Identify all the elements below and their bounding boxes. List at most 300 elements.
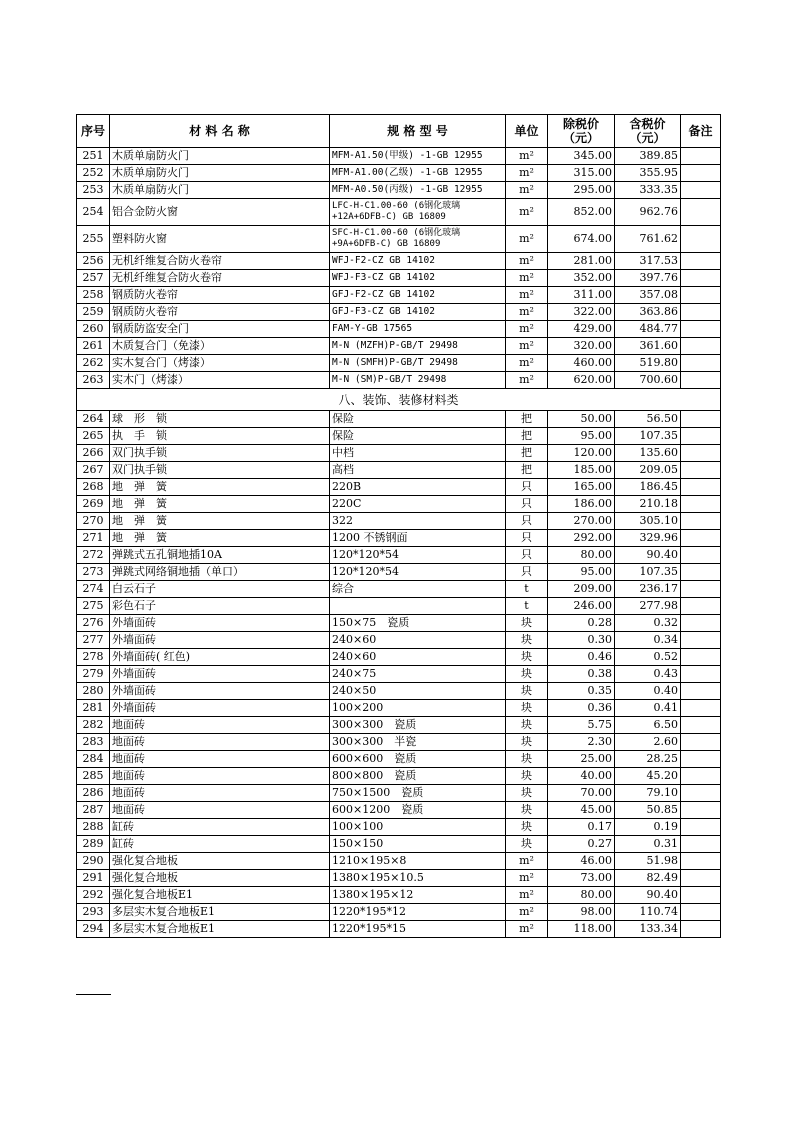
row-price-in: 277.98	[615, 598, 681, 615]
row-unit: t	[506, 581, 548, 598]
row-price-ex: 320.00	[548, 338, 615, 355]
row-price-in: 361.60	[615, 338, 681, 355]
row-price-in: 2.60	[615, 734, 681, 751]
table-row	[77, 338, 721, 355]
row-price-in: 186.45	[615, 479, 681, 496]
row-spec: SFC-H-C1.00-60 (6钢化玻璃+9A+6DFB-C) GB 16809	[330, 226, 506, 253]
row-unit: 块	[506, 836, 548, 853]
row-no: 262	[77, 355, 110, 372]
row-name: 执 手 锁	[110, 428, 330, 445]
row-price-ex: 165.00	[548, 479, 615, 496]
row-price-in: 28.25	[615, 751, 681, 768]
row-no: 271	[77, 530, 110, 547]
table-row	[77, 564, 721, 581]
header-price-ex-line2: （元）	[562, 131, 599, 145]
row-name: 外墙面砖	[110, 632, 330, 649]
row-spec: GFJ-F3-CZ GB 14102	[330, 304, 506, 321]
row-no: 277	[77, 632, 110, 649]
row-unit: m²	[506, 304, 548, 321]
row-remark	[681, 904, 721, 921]
row-price-ex: 270.00	[548, 513, 615, 530]
table-row	[77, 768, 721, 785]
row-remark	[681, 411, 721, 428]
row-no: 279	[77, 666, 110, 683]
row-unit: 块	[506, 700, 548, 717]
row-no: 274	[77, 581, 110, 598]
row-name: 外墙面砖( 红色)	[110, 649, 330, 666]
row-remark	[681, 700, 721, 717]
row-price-ex: 46.00	[548, 853, 615, 870]
row-price-ex: 40.00	[548, 768, 615, 785]
table-row	[77, 530, 721, 547]
row-price-ex: 0.17	[548, 819, 615, 836]
row-price-ex: 2.30	[548, 734, 615, 751]
price-table-sheet	[76, 114, 720, 938]
row-unit: 块	[506, 802, 548, 819]
table-body-doors	[77, 148, 721, 389]
row-spec: WFJ-F3-CZ GB 14102	[330, 270, 506, 287]
row-spec: FAM-Y-GB 17565	[330, 321, 506, 338]
row-name: 外墙面砖	[110, 615, 330, 632]
table-row	[77, 182, 721, 199]
row-spec: 1200 不锈钢面	[330, 530, 506, 547]
row-price-in: 329.96	[615, 530, 681, 547]
row-remark	[681, 530, 721, 547]
row-no: 257	[77, 270, 110, 287]
table-row	[77, 148, 721, 165]
row-name: 地面砖	[110, 734, 330, 751]
row-no: 259	[77, 304, 110, 321]
row-remark	[681, 445, 721, 462]
row-no: 269	[77, 496, 110, 513]
row-price-ex: 345.00	[548, 148, 615, 165]
row-remark	[681, 372, 721, 389]
row-remark	[681, 148, 721, 165]
row-name: 地 弹 簧	[110, 513, 330, 530]
row-spec: MFM-A1.50(甲级) -1-GB 12955	[330, 148, 506, 165]
row-name: 缸砖	[110, 819, 330, 836]
row-price-ex: 209.00	[548, 581, 615, 598]
row-remark	[681, 253, 721, 270]
row-remark	[681, 564, 721, 581]
row-unit: 把	[506, 462, 548, 479]
row-remark	[681, 717, 721, 734]
header-price-in-line1: 含税价	[629, 117, 666, 131]
row-price-ex: 95.00	[548, 564, 615, 581]
row-spec: 600×600 瓷质	[330, 751, 506, 768]
row-unit: m²	[506, 355, 548, 372]
row-price-ex: 0.36	[548, 700, 615, 717]
row-price-in: 209.05	[615, 462, 681, 479]
row-name: 木质单扇防火门	[110, 182, 330, 199]
row-spec: LFC-H-C1.00-60 (6钢化玻璃+12A+6DFB-C) GB 16809	[330, 199, 506, 226]
row-unit: 块	[506, 615, 548, 632]
row-price-ex: 80.00	[548, 547, 615, 564]
row-price-in: 82.49	[615, 870, 681, 887]
header-price-in	[615, 115, 681, 148]
table-row	[77, 253, 721, 270]
row-price-ex: 25.00	[548, 751, 615, 768]
row-spec: 1210×195×8	[330, 853, 506, 870]
row-no: 251	[77, 148, 110, 165]
row-price-ex: 246.00	[548, 598, 615, 615]
row-price-ex: 315.00	[548, 165, 615, 182]
row-spec: 高档	[330, 462, 506, 479]
table-row	[77, 887, 721, 904]
row-no: 263	[77, 372, 110, 389]
row-name: 木质复合门（免漆）	[110, 338, 330, 355]
row-remark	[681, 785, 721, 802]
row-name: 实木门（烤漆）	[110, 372, 330, 389]
row-name: 木质单扇防火门	[110, 148, 330, 165]
row-spec: M-N (MZFH)P-GB/T 29498	[330, 338, 506, 355]
header-price-ex	[548, 115, 615, 148]
row-unit: 把	[506, 411, 548, 428]
row-spec: 中档	[330, 445, 506, 462]
row-remark	[681, 802, 721, 819]
row-name: 塑料防火窗	[110, 226, 330, 253]
row-price-ex: 0.38	[548, 666, 615, 683]
row-price-ex: 50.00	[548, 411, 615, 428]
row-price-in: 0.19	[615, 819, 681, 836]
row-price-ex: 0.35	[548, 683, 615, 700]
row-price-in: 45.20	[615, 768, 681, 785]
row-no: 258	[77, 287, 110, 304]
row-name: 强化复合地板E1	[110, 887, 330, 904]
row-spec: 300×300 半瓷	[330, 734, 506, 751]
row-name: 铝合金防火窗	[110, 199, 330, 226]
row-no: 281	[77, 700, 110, 717]
row-remark	[681, 355, 721, 372]
row-name: 弹跳式五孔铜地插10A	[110, 547, 330, 564]
row-unit: m²	[506, 904, 548, 921]
row-remark	[681, 304, 721, 321]
table-row	[77, 411, 721, 428]
row-name: 球 形 锁	[110, 411, 330, 428]
row-spec: 120*120*54	[330, 547, 506, 564]
row-price-ex: 0.27	[548, 836, 615, 853]
row-spec: MFM-A0.50(丙级) -1-GB 12955	[330, 182, 506, 199]
row-name: 外墙面砖	[110, 666, 330, 683]
row-price-in: 107.35	[615, 428, 681, 445]
row-remark	[681, 768, 721, 785]
row-price-in: 135.60	[615, 445, 681, 462]
row-no: 285	[77, 768, 110, 785]
row-remark	[681, 182, 721, 199]
row-price-ex: 120.00	[548, 445, 615, 462]
row-spec: 240×60	[330, 649, 506, 666]
row-price-in: 0.32	[615, 615, 681, 632]
row-price-in: 0.41	[615, 700, 681, 717]
row-remark	[681, 683, 721, 700]
row-unit: 只	[506, 530, 548, 547]
row-spec: 150×150	[330, 836, 506, 853]
row-no: 283	[77, 734, 110, 751]
row-name: 外墙面砖	[110, 683, 330, 700]
row-no: 278	[77, 649, 110, 666]
row-unit: m²	[506, 887, 548, 904]
row-spec: 322	[330, 513, 506, 530]
table-row	[77, 751, 721, 768]
row-price-in: 6.50	[615, 717, 681, 734]
row-spec: 600×1200 瓷质	[330, 802, 506, 819]
row-remark	[681, 887, 721, 904]
row-name: 无机纤维复合防火卷帘	[110, 270, 330, 287]
row-price-in: 484.77	[615, 321, 681, 338]
row-name: 钢质防盗安全门	[110, 321, 330, 338]
row-unit: m²	[506, 338, 548, 355]
row-price-ex: 0.46	[548, 649, 615, 666]
row-unit: 块	[506, 717, 548, 734]
row-unit: 块	[506, 785, 548, 802]
row-remark	[681, 199, 721, 226]
table-row	[77, 321, 721, 338]
row-spec: 220B	[330, 479, 506, 496]
table-body-decoration	[77, 411, 721, 938]
row-remark	[681, 226, 721, 253]
row-no: 293	[77, 904, 110, 921]
row-name: 地 弹 簧	[110, 479, 330, 496]
row-price-in: 90.40	[615, 547, 681, 564]
header-remark: 备注	[681, 115, 721, 148]
row-remark	[681, 649, 721, 666]
row-spec: 800×800 瓷质	[330, 768, 506, 785]
row-price-in: 0.31	[615, 836, 681, 853]
row-unit: 只	[506, 479, 548, 496]
row-name: 强化复合地板	[110, 870, 330, 887]
row-price-in: 397.76	[615, 270, 681, 287]
row-price-ex: 292.00	[548, 530, 615, 547]
row-remark	[681, 428, 721, 445]
row-no: 260	[77, 321, 110, 338]
row-price-in: 210.18	[615, 496, 681, 513]
row-unit: 块	[506, 649, 548, 666]
row-no: 252	[77, 165, 110, 182]
row-name: 地面砖	[110, 768, 330, 785]
row-price-ex: 311.00	[548, 287, 615, 304]
row-price-in: 51.98	[615, 853, 681, 870]
table-row	[77, 870, 721, 887]
row-unit: m²	[506, 148, 548, 165]
row-price-in: 236.17	[615, 581, 681, 598]
row-price-in: 107.35	[615, 564, 681, 581]
table-row	[77, 462, 721, 479]
row-no: 261	[77, 338, 110, 355]
row-name: 地 弹 簧	[110, 530, 330, 547]
row-remark	[681, 734, 721, 751]
row-unit: m²	[506, 253, 548, 270]
table-row	[77, 304, 721, 321]
row-no: 273	[77, 564, 110, 581]
row-spec: 1220*195*12	[330, 904, 506, 921]
row-price-ex: 5.75	[548, 717, 615, 734]
row-remark	[681, 270, 721, 287]
row-spec: WFJ-F2-CZ GB 14102	[330, 253, 506, 270]
section-row-group	[77, 389, 721, 411]
table-row	[77, 717, 721, 734]
row-no: 254	[77, 199, 110, 226]
row-price-in: 305.10	[615, 513, 681, 530]
row-price-in: 0.40	[615, 683, 681, 700]
table-row	[77, 700, 721, 717]
row-price-ex: 852.00	[548, 199, 615, 226]
row-spec: 750×1500 瓷质	[330, 785, 506, 802]
material-price-table	[76, 114, 721, 938]
header-unit: 单位	[506, 115, 548, 148]
row-price-in: 110.74	[615, 904, 681, 921]
row-unit: 块	[506, 734, 548, 751]
row-price-in: 0.52	[615, 649, 681, 666]
footnote-rule	[76, 994, 111, 995]
row-unit: 块	[506, 683, 548, 700]
row-spec: 1380×195×12	[330, 887, 506, 904]
row-price-ex: 185.00	[548, 462, 615, 479]
section-title: 八、装饰、装修材料类	[77, 389, 721, 411]
row-spec: 300×300 瓷质	[330, 717, 506, 734]
row-unit: m²	[506, 921, 548, 938]
row-unit: 把	[506, 428, 548, 445]
table-row	[77, 683, 721, 700]
row-name: 地面砖	[110, 802, 330, 819]
row-name: 缸砖	[110, 836, 330, 853]
row-no: 255	[77, 226, 110, 253]
row-name: 强化复合地板	[110, 853, 330, 870]
row-price-ex: 281.00	[548, 253, 615, 270]
row-unit: 只	[506, 564, 548, 581]
row-no: 280	[77, 683, 110, 700]
table-row	[77, 802, 721, 819]
row-unit: 块	[506, 819, 548, 836]
row-no: 253	[77, 182, 110, 199]
row-no: 294	[77, 921, 110, 938]
row-remark	[681, 615, 721, 632]
row-unit: m²	[506, 287, 548, 304]
table-row	[77, 734, 721, 751]
row-name: 无机纤维复合防火卷帘	[110, 253, 330, 270]
row-unit: m²	[506, 372, 548, 389]
header-price-in-line2: （元）	[629, 131, 666, 145]
row-price-in: 0.43	[615, 666, 681, 683]
row-price-ex: 429.00	[548, 321, 615, 338]
row-price-ex: 70.00	[548, 785, 615, 802]
table-row	[77, 287, 721, 304]
row-name: 实木复合门（烤漆）	[110, 355, 330, 372]
table-row	[77, 581, 721, 598]
row-unit: 块	[506, 632, 548, 649]
row-remark	[681, 321, 721, 338]
row-price-in: 355.95	[615, 165, 681, 182]
row-spec: 1220*195*15	[330, 921, 506, 938]
row-spec: M-N (SM)P-GB/T 29498	[330, 372, 506, 389]
table-row	[77, 785, 721, 802]
row-remark	[681, 853, 721, 870]
row-no: 288	[77, 819, 110, 836]
row-price-in: 0.34	[615, 632, 681, 649]
table-row	[77, 836, 721, 853]
row-unit: 块	[506, 666, 548, 683]
row-remark	[681, 338, 721, 355]
row-no: 266	[77, 445, 110, 462]
table-row	[77, 615, 721, 632]
row-unit: m²	[506, 226, 548, 253]
row-no: 268	[77, 479, 110, 496]
row-unit: 只	[506, 547, 548, 564]
row-price-in: 79.10	[615, 785, 681, 802]
row-unit: 把	[506, 445, 548, 462]
table-row	[77, 496, 721, 513]
table-row	[77, 165, 721, 182]
row-price-ex: 45.00	[548, 802, 615, 819]
row-price-ex: 352.00	[548, 270, 615, 287]
row-no: 282	[77, 717, 110, 734]
table-row	[77, 199, 721, 226]
row-spec: 保险	[330, 428, 506, 445]
header-spec: 规 格 型 号	[330, 115, 506, 148]
row-remark	[681, 513, 721, 530]
row-no: 265	[77, 428, 110, 445]
row-remark	[681, 632, 721, 649]
row-unit: 只	[506, 513, 548, 530]
row-name: 外墙面砖	[110, 700, 330, 717]
row-unit: m²	[506, 321, 548, 338]
row-unit: 只	[506, 496, 548, 513]
header-no: 序号	[77, 115, 110, 148]
row-remark	[681, 598, 721, 615]
section-row	[77, 389, 721, 411]
row-name: 多层实木复合地板E1	[110, 904, 330, 921]
row-unit: 块	[506, 751, 548, 768]
table-row	[77, 819, 721, 836]
row-spec: M-N (SMFH)P-GB/T 29498	[330, 355, 506, 372]
table-row	[77, 445, 721, 462]
row-spec: 220C	[330, 496, 506, 513]
row-price-in: 333.35	[615, 182, 681, 199]
table-row	[77, 921, 721, 938]
table-row	[77, 513, 721, 530]
row-price-ex: 118.00	[548, 921, 615, 938]
table-header-row	[77, 115, 721, 148]
row-name: 钢质防火卷帘	[110, 304, 330, 321]
row-name: 多层实木复合地板E1	[110, 921, 330, 938]
row-remark	[681, 870, 721, 887]
row-unit: 块	[506, 768, 548, 785]
table-row	[77, 649, 721, 666]
row-remark	[681, 751, 721, 768]
row-name: 钢质防火卷帘	[110, 287, 330, 304]
header-name: 材 料 名 称	[110, 115, 330, 148]
row-price-in: 363.86	[615, 304, 681, 321]
row-remark	[681, 462, 721, 479]
row-remark	[681, 165, 721, 182]
row-no: 289	[77, 836, 110, 853]
row-no: 284	[77, 751, 110, 768]
row-price-ex: 620.00	[548, 372, 615, 389]
row-price-ex: 98.00	[548, 904, 615, 921]
row-price-in: 56.50	[615, 411, 681, 428]
row-remark	[681, 479, 721, 496]
row-price-ex: 186.00	[548, 496, 615, 513]
table-row	[77, 270, 721, 287]
row-name: 白云石子	[110, 581, 330, 598]
row-spec: 100×100	[330, 819, 506, 836]
row-spec	[330, 598, 506, 615]
row-remark	[681, 496, 721, 513]
row-price-in: 90.40	[615, 887, 681, 904]
table-row	[77, 853, 721, 870]
row-price-in: 700.60	[615, 372, 681, 389]
row-price-ex: 0.30	[548, 632, 615, 649]
row-unit: m²	[506, 182, 548, 199]
